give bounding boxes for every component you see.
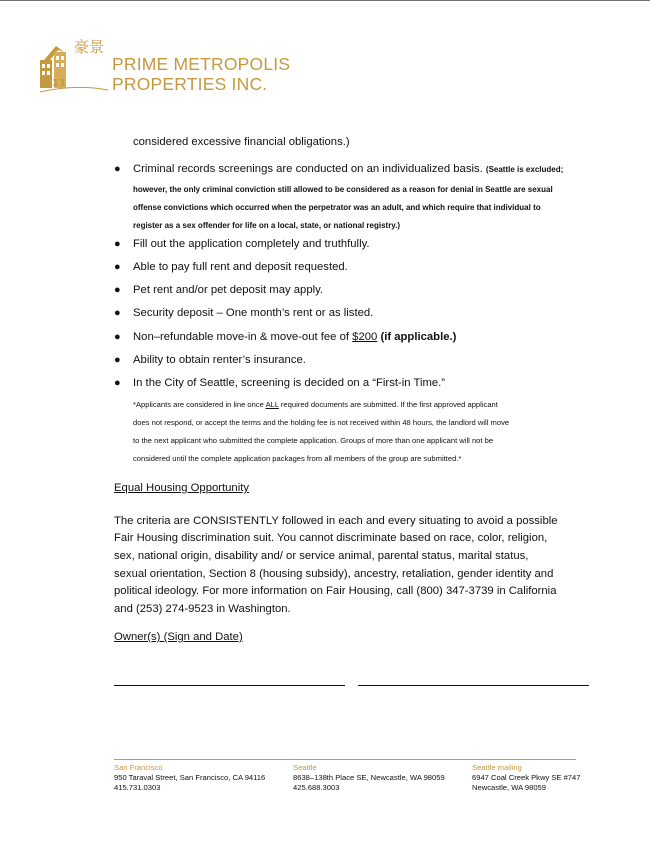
footer-divider [114, 759, 576, 760]
office-address: 6947 Coal Creek Pkwy SE #747 [472, 773, 581, 782]
bullet-dot-icon: ● [114, 261, 121, 273]
owner-label: Owner(s) (Sign and Date) [114, 631, 243, 643]
fee-amount: $200 [352, 331, 378, 343]
office-city: Seattle mailing [472, 763, 522, 772]
bullet-text: Ability to obtain renter’s insurance. [133, 354, 306, 366]
logo-number: 11 [52, 78, 66, 89]
paragraph-line: sexual orientation, Section 8 (housing subsidy), ancestry, retaliation, gender identity and [114, 568, 554, 580]
office-phone: 415.731.0303 [114, 783, 161, 792]
brand-line-2: PROPERTIES INC. [112, 74, 268, 94]
office-address: 950 Taraval Street, San Francisco, CA 94116 [114, 773, 266, 782]
fine-print-part: required documents are submitted. If the first approved applicant [278, 400, 498, 409]
footer-office-seattle [293, 763, 445, 793]
continuation-text: considered excessive financial obligations.) [133, 136, 350, 148]
criminal-note-line: however, the only criminal conviction still allowed to be considered as a reason for denial in Seattle are sexual [133, 185, 553, 194]
bullet-dot-icon: ● [114, 331, 121, 343]
paragraph-line: political ideology. For more information on Fair Housing, call (800) 347-3739 in California [114, 585, 557, 597]
bullet-text: In the City of Seattle, screening is decided on a “First-in Time.” [133, 377, 446, 389]
office-city: San Francisco [114, 763, 163, 772]
fine-print-line [133, 400, 498, 409]
brand-line-1: PRIME METROPOLIS [112, 54, 291, 74]
bullet-dot-icon: ● [114, 354, 121, 366]
fine-print-all: ALL [265, 400, 279, 409]
fee-suffix: (if applicable.) [377, 331, 457, 343]
criminal-note-start: (Seattle is excluded; [485, 165, 564, 174]
fee-prefix: Non–refundable move-in & move-out fee of [133, 331, 353, 343]
brand-name [112, 54, 290, 94]
bullet-text: Able to pay full rent and deposit requested. [133, 261, 348, 273]
bullet-text: Security deposit – One month’s rent or as listed. [133, 307, 374, 319]
criminal-note-line: register as a sex offender for life on a local, state, or national registry.) [133, 221, 401, 230]
date-line [358, 685, 589, 686]
top-border [0, 0, 650, 1]
bullet-dot-icon: ● [114, 307, 121, 319]
office-phone: 425.688.3003 [293, 783, 340, 792]
bullet-dot-icon: ● [114, 163, 121, 175]
paragraph-line: sex, national origin, disability and/ or service animal, parental status, marital status, [114, 550, 529, 562]
section-heading: Equal Housing Opportunity [114, 482, 250, 494]
office-address: 8638–138th Place SE, Newcastle, WA 98059 [293, 773, 445, 782]
paragraph-line: Fair Housing discrimination suit. You cannot discriminate based on race, color, religion, [114, 532, 548, 544]
footer-office-seattle-mailing [472, 763, 580, 793]
fine-print-part: *Applicants are considered in line once [133, 400, 266, 409]
fine-print-line: does not respond, or accept the terms and the holding fee is not received within 48 hours, the landlord will move [133, 418, 510, 427]
logo-chars: 豪景 [74, 38, 105, 56]
bullet-text: Fill out the application completely and truthfully. [133, 238, 370, 250]
paragraph-line: The criteria are CONSISTENTLY followed in each and every situating to avoid a possible [114, 515, 558, 527]
fine-print-line: considered until the complete application packages from all members of the group are submitted.* [133, 454, 462, 463]
signature-line [114, 685, 345, 686]
bullet-dot-icon: ● [114, 377, 121, 389]
office-address-2: Newcastle, WA 98059 [472, 783, 547, 792]
company-logo-icon [36, 30, 116, 96]
bullet-dot-icon: ● [114, 238, 121, 250]
criminal-note-line: offense convictions which occurred when the perpetrator was an adult, and which require that individual to [133, 203, 541, 212]
criminal-text: Criminal records screenings are conducted on an individualized basis. [133, 163, 483, 175]
fine-print-line: to the next applicant who submitted the complete application. Groups of more than one applicant will not be [133, 436, 494, 445]
paragraph-line: and (253) 274-9523 in Washington. [114, 603, 291, 615]
office-city: Seattle [293, 763, 317, 772]
bullet-dot-icon: ● [114, 284, 121, 296]
footer-office-sf [114, 763, 265, 793]
bullet-text: Pet rent and/or pet deposit may apply. [133, 284, 324, 296]
